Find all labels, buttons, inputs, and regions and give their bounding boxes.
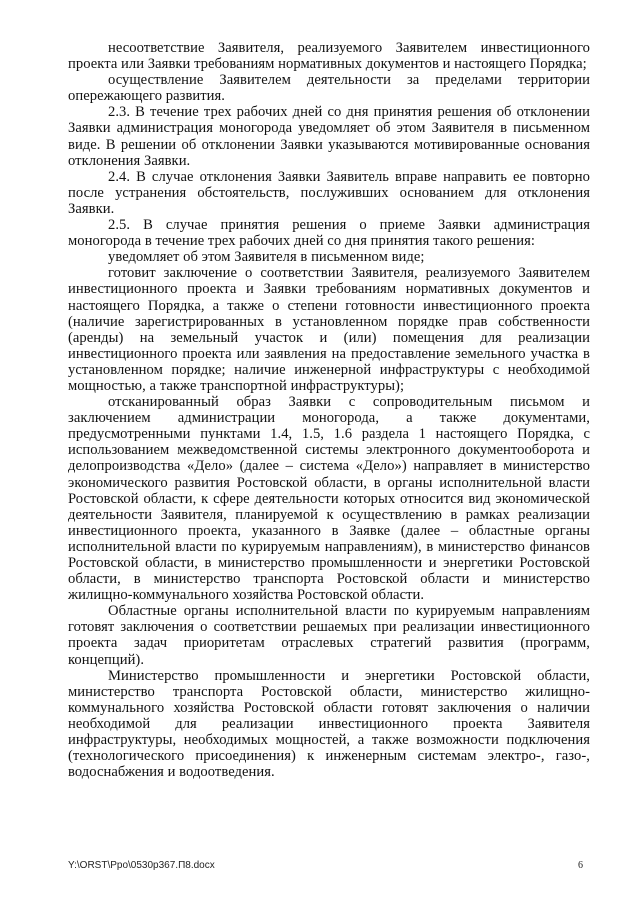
paragraph-8: отсканированный образ Заявки с сопроводительным письмом и заключением администрации моногорода, а также документами, предусмотренными пунктами 1.4, 1.5, 1.6 раздела 1 настоящего Порядка, с использованием межведомственной системы электронного документооборота и делопроизводства «Дело» (далее – система «Дело») направляет в министерство экономического развития Ростовской области, в органы исполнительной власти Ростовской области, к сфере деятельности которых относится вид экономической деятельности Заявителя, планируемой к осуществлению в рамках реализации инвестиционного проекта, указанного в Заявке (далее – областные органы исполнительной власти по курируемым направлениям), в министерство финансов Ростовской области, в министерство промышленности и энергетики Ростовской области, в министерство транспорта Ростовской области и министерство жилищно-коммунального хозяйства Ростовской области.	[68, 394, 590, 604]
paragraph-6: уведомляет об этом Заявителя в письменном виде;	[108, 249, 425, 266]
footer-file-path: Y:\ORST\Ppo\0530p367.П8.docx	[68, 860, 215, 871]
paragraph-4: 2.4. В случае отклонения Заявки Заявитель вправе направить ее повторно после устранения обстоятельств, послуживших основанием для отклонения Заявки.	[68, 168, 590, 217]
paragraph-7: готовит заключение о соответствии Заявителя, реализуемого Заявителем инвестиционного проекта и Заявки требованиям нормативных документов и настоящего Порядка, а также о степени готовности инвестиционного проекта (наличие зарегистрированных в установленном порядке прав собственности (аренды) на земельный участок и (или) помещения для реализации инвестиционного проекта или заявления на предоставление земельного участка в установленном порядке; наличие инженерной инфраструктуры с необходимой мощностью, а также транспортной инфраструктуры);	[68, 265, 590, 394]
paragraph-10: Министерство промышленности и энергетики Ростовской области, министерство транспорта Ростовской области, министерство жилищно-коммунального хозяйства Ростовской области готовят заключения о наличии необходимой для реализации инвестиционного проекта Заявителя инфраструктуры, необходимых мощностей, а также возможности подключения (технологического присоединения) к инженерным системам электро-, газо-, водоснабжения и водоотведения.	[68, 667, 590, 781]
paragraph-3: 2.3. В течение трех рабочих дней со дня принятия решения об отклонении Заявки администрация моногорода уведомляет об этом Заявителя в письменном виде. В решении об отклонении Заявки указываются мотивированные основания отклонения Заявки.	[68, 104, 590, 169]
paragraph-9: Областные органы исполнительной власти по курируемым направлениям готовят заключения о соответствии решаемых при реализации инвестиционного проекта задач приоритетам отраслевых стратегий развития (программ, концепций).	[68, 603, 590, 668]
footer-page-number: 6	[578, 860, 583, 871]
paragraph-5: 2.5. В случае принятия решения о приеме Заявки администрация моногорода в течение трех рабочих дней со дня принятия такого решения:	[68, 217, 590, 250]
paragraph-2: осуществление Заявителем деятельности за пределами территории опережающего развития.	[68, 72, 590, 105]
paragraph-1: несоответствие Заявителя, реализуемого Заявителем инвестиционного проекта или Заявки требованиям нормативных документов и настоящего Порядка;	[68, 40, 590, 73]
document-body	[68, 40, 590, 780]
